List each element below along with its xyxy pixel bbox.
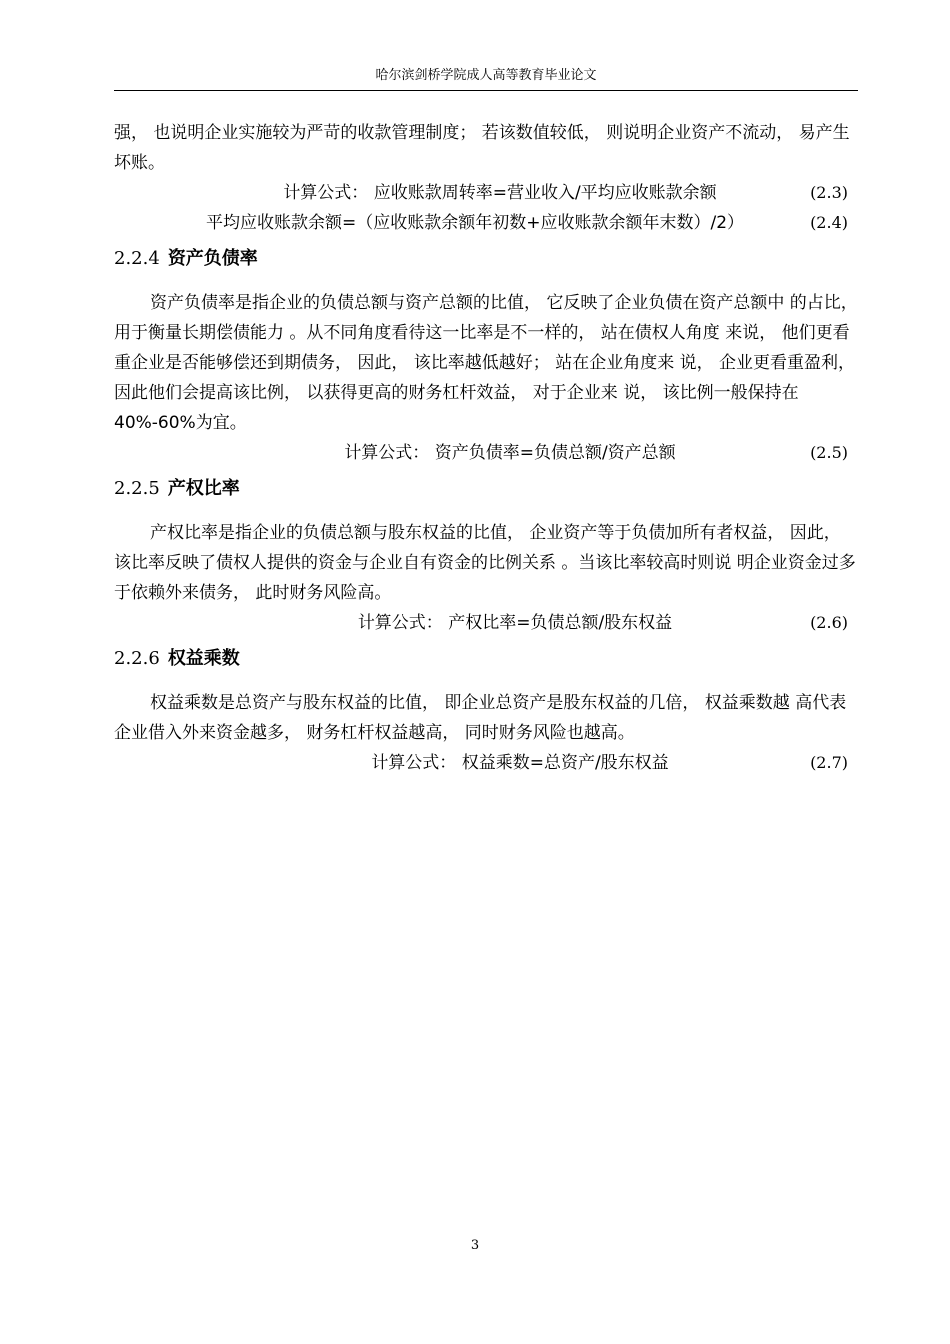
formula-text: 计算公式： 权益乘数=总资产/股东权益 [371,753,669,773]
section-paragraph: 资产负债率是指企业的负债总额与资产总额的比值， 它反映了企业负债在资产总额中 的占比， 用于衡量长期偿债能力 。从不同角度看待这一比率是不一样的， 站在债权人角度 来说， 他们更看重企业是否能够偿还到期债务， 因此， 该比率越低越好； 站在企业角度来 说， 企业更看重盈利， 因此他们会提高该比例， 以获得更高的财务杠杆效益， 对于企业来 说， 该比例一般保持在 40%-60%为宜。 [114,293,858,433]
formula-2-6 [114,608,858,638]
page-header [114,66,858,91]
formula-2-4 [114,208,858,238]
formula-number: (2.7) [810,753,848,772]
formula-number: (2.4) [810,213,848,232]
formula-number: (2.5) [810,443,848,462]
section-number: 2.2.4 [114,248,160,269]
section-heading-2-2-6 [114,644,858,674]
formula-text: 计算公式： 产权比率=负债总额/股东权益 [357,613,673,633]
formula-2-3 [114,178,858,208]
formula-number: (2.6) [810,613,848,632]
formula-text: 计算公式： 应收账款周转率=营业收入/平均应收账款余额 [283,183,717,203]
formula-text: 平均应收账款余额=（应收账款余额年初数+应收账款余额年末数）/2） [205,213,745,233]
section-title: 资产负债率 [167,248,258,269]
section-title: 权益乘数 [167,648,240,669]
section-paragraph: 权益乘数是总资产与股东权益的比值， 即企业总资产是股东权益的几倍， 权益乘数越 高代表企业借入外来资金越多， 财务杠杆权益越高， 同时财务风险也越高。 [114,693,847,743]
intro-paragraph: 强， 也说明企业实施较为严苛的收款管理制度； 若该数值较低， 则说明企业资产不流动， 易产生坏账。 [114,123,850,173]
header-title: 哈尔滨剑桥学院成人高等教育毕业论文 [375,68,597,83]
formula-number: (2.3) [810,183,848,202]
section-number: 2.2.5 [114,478,160,499]
page-number: 3 [470,1238,480,1253]
formula-2-7 [114,748,858,778]
formula-text: 计算公式： 资产负债率=负债总额/资产总额 [344,443,676,463]
formula-2-5 [114,438,858,468]
section-number: 2.2.6 [114,648,160,669]
document-body [114,118,858,778]
section-paragraph: 产权比率是指企业的负债总额与股东权益的比值， 企业资产等于负债加所有者权益， 因此， 该比率反映了债权人提供的资金与企业自有资金的比例关系 。当该比率较高时则说 明企业资金过多于依赖外来债务， 此时财务风险高。 [114,523,856,603]
section-heading-2-2-5 [114,474,858,504]
section-title: 产权比率 [167,478,240,499]
section-heading-2-2-4 [114,244,858,274]
